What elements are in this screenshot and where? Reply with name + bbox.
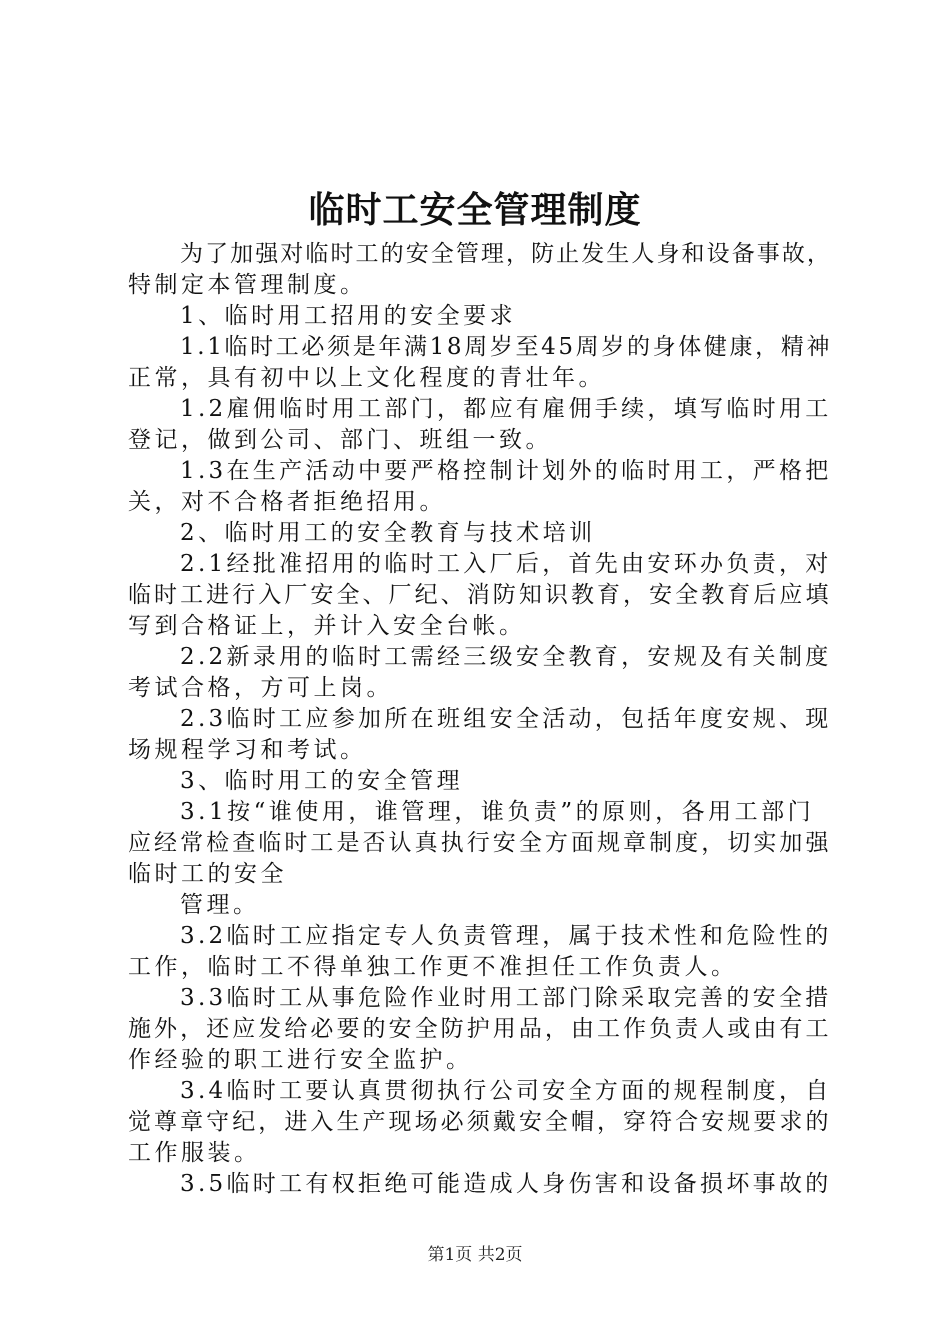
paragraph-line: 1.2雇佣临时用工部门，都应有雇佣手续，填写临时用工	[180, 396, 832, 422]
page-footer: 第1页 共2页	[427, 1245, 523, 1265]
paragraph-line: 临时工的安全	[128, 861, 287, 887]
paragraph-line: 场规程学习和考试。	[128, 737, 367, 763]
paragraph-line: 3.2临时工应指定专人负责管理，属于技术性和危险性的	[180, 923, 832, 949]
paragraph-line: 临时工进行入厂安全、厂纪、消防知识教育，安全教育后应填	[128, 582, 832, 608]
section-heading: 1、临时用工招用的安全要求	[180, 303, 517, 329]
paragraph-line: 工作，临时工不得单独工作更不准担任工作负责人。	[128, 954, 738, 980]
paragraph-line: 3.1按“谁使用，谁管理，谁负责”的原则，各用工部门	[180, 799, 815, 825]
paragraph-line: 1.3在生产活动中要严格控制计划外的临时用工，严格把	[180, 458, 832, 484]
paragraph-line: 关，对不合格者拒绝招用。	[128, 489, 446, 515]
paragraph-line: 管理。	[180, 892, 260, 918]
paragraph-line: 觉尊章守纪，进入生产现场必须戴安全帽，穿符合安规要求的	[128, 1109, 832, 1135]
document-title: 临时工安全管理制度	[308, 189, 642, 231]
paragraph-line: 工作服装。	[128, 1140, 261, 1166]
paragraph-line: 施外，还应发给必要的安全防护用品，由工作负责人或由有工	[128, 1016, 832, 1042]
paragraph-line: 特制定本管理制度。	[128, 272, 367, 298]
paragraph-line: 为了加强对临时工的安全管理，防止发生人身和设备事故，	[180, 241, 832, 267]
paragraph-line: 1.1临时工必须是年满18周岁至45周岁的身体健康，精神	[180, 334, 833, 360]
paragraph-line: 2.1经批准招用的临时工入厂后，首先由安环办负责，对	[180, 551, 832, 577]
paragraph-line: 3.4临时工要认真贯彻执行公司安全方面的规程制度，自	[180, 1078, 832, 1104]
section-heading: 3、临时用工的安全管理	[180, 768, 464, 794]
paragraph-line: 写到合格证上，并计入安全台帐。	[128, 613, 526, 639]
paragraph-line: 3.3临时工从事危险作业时用工部门除采取完善的安全措	[180, 985, 832, 1011]
paragraph-line: 登记，做到公司、部门、班组一致。	[128, 427, 552, 453]
paragraph-line: 作经验的职工进行安全监护。	[128, 1047, 473, 1073]
section-heading: 2、临时用工的安全教育与技术培训	[180, 520, 596, 546]
paragraph-line: 2.2新录用的临时工需经三级安全教育，安规及有关制度	[180, 644, 832, 670]
paragraph-line: 2.3临时工应参加所在班组安全活动，包括年度安规、现	[180, 706, 832, 732]
paragraph-line: 考试合格，方可上岗。	[128, 675, 393, 701]
paragraph-line: 应经常检查临时工是否认真执行安全方面规章制度，切实加强	[128, 830, 832, 856]
paragraph-line: 正常，具有初中以上文化程度的青壮年。	[128, 365, 605, 391]
paragraph-line: 3.5临时工有权拒绝可能造成人身伤害和设备损坏事故的	[180, 1171, 832, 1197]
